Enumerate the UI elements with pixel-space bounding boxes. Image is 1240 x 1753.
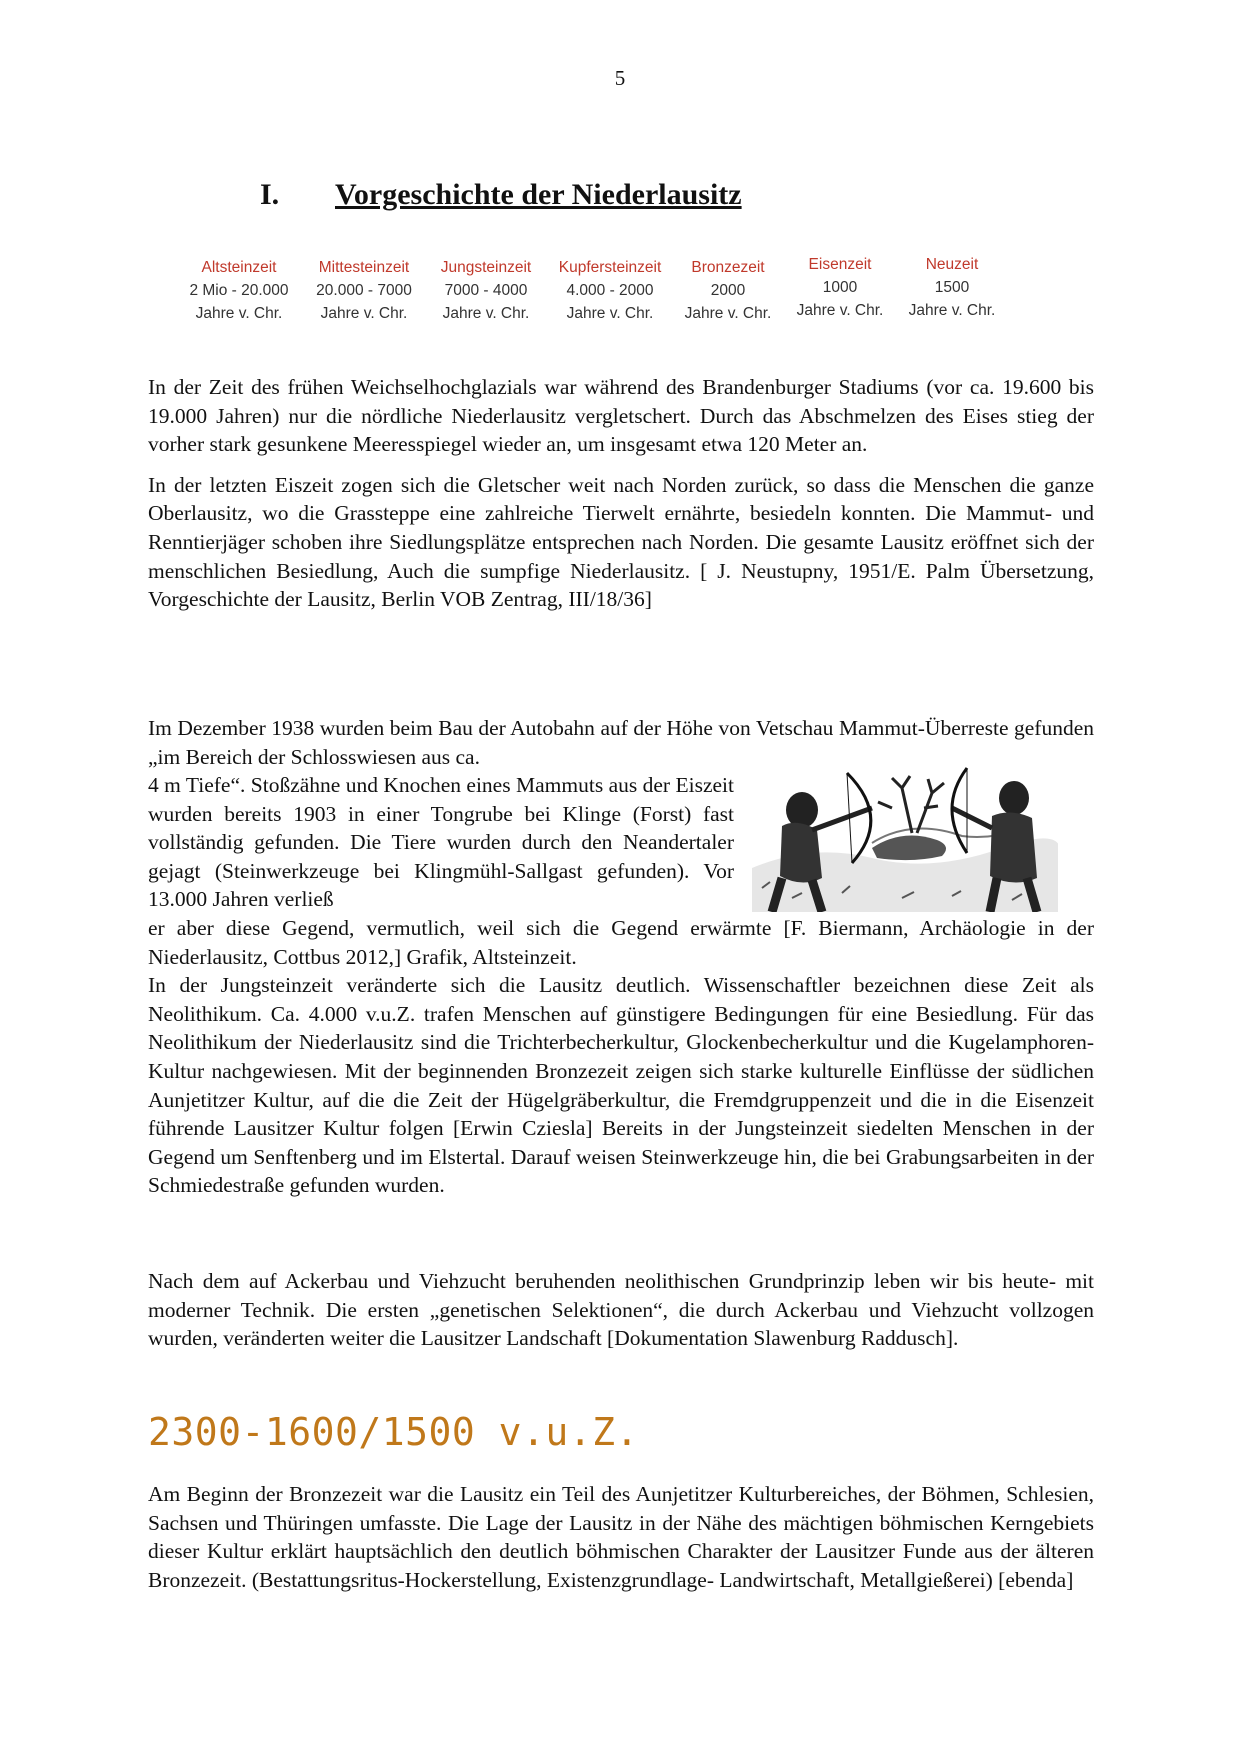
era-kupfersteinzeit <box>550 256 670 325</box>
stone-age-hunters-illustration <box>752 748 1058 912</box>
text-block-ice-age <box>148 373 1094 614</box>
text-block-mammoth-wrap <box>148 771 734 914</box>
page-number: 5 <box>614 66 626 90</box>
text-block-agriculture <box>148 1267 1094 1353</box>
era-unit: Jahre v. Chr. <box>796 302 884 319</box>
text-block-neolithic <box>148 914 1094 1200</box>
era-range: 2 Mio - 20.000 <box>189 282 289 299</box>
era-range: 2000 <box>710 282 746 299</box>
era-timeline <box>184 256 1014 328</box>
paragraph-glacial: In der Zeit des frühen Weichselhochglazials war während des Brandenburger Stadiums (vor ca. 19.600 bis 19.000 Jahren) nur die nördliche Niederlausitz vergletschert. Durch das Abschmelzen des Eises stieg der vorher stark gesunkene Meeresspiegel wieder an, um insgesamt etwa 120 Meter an. <box>148 375 1094 457</box>
section-date-heading: 2300-1600/1500 v.u.Z. <box>148 1410 639 1454</box>
era-unit: Jahre v. Chr. <box>195 305 283 322</box>
era-altsteinzeit <box>184 256 294 325</box>
era-name: Kupfersteinzeit <box>558 259 662 276</box>
era-eisenzeit <box>790 253 890 322</box>
era-name: Eisenzeit <box>808 256 872 273</box>
era-range: 4.000 - 2000 <box>566 282 654 299</box>
era-unit: Jahre v. Chr. <box>320 305 408 322</box>
paragraph-neolithic: In der Jungsteinzeit veränderte sich die Lausitz deutlich. Wissenschaftler bezeichnen diese Zeit als Neolithikum. Ca. 4.000 v.u.Z. trafen Menschen auf günstigere Bedingungen für eine Besiedlung. Für das Neolithikum der Niederlausitz sind die Trichterbecherkultur, Glockenbecherkultur und die Kugelamphoren-Kultur nachgewiesen. Mit der beginnenden Bronzezeit zeigen sich starke kulturelle Einflüsse der südlichen Aunjetitzer Kultur, auf die die Zeit der Hügelgräberkultur, die Fremdgruppenzeit und die in die Eisenzeit führende Lausitzer Kultur folgen [Erwin Cziesla] Bereits in der Jungsteinzeit siedelten Menschen in der Gegend um Senftenberg und im Elstertal. Darauf weisen Steinwerkzeuge hin, die bei Grabungsarbeiten in der Schmiedestraße gefunden wurden. <box>148 973 1094 1198</box>
text-block-bronze-age <box>148 1480 1094 1594</box>
era-jungsteinzeit <box>430 256 542 325</box>
era-unit: Jahre v. Chr. <box>908 302 996 319</box>
era-name: Altsteinzeit <box>201 259 277 276</box>
era-mittesteinzeit <box>308 256 420 325</box>
era-range: 20.000 - 7000 <box>316 282 412 299</box>
era-neuzeit <box>902 253 1002 322</box>
era-unit: Jahre v. Chr. <box>442 305 530 322</box>
paragraph-mammoth-rest: er aber diese Gegend, vermutlich, weil sich die Gegend erwärmte [F. Biermann, Archäologie in der Niederlausitz, Cottbus 2012,] Grafik, Altsteinzeit. <box>148 916 1094 969</box>
chapter-title: Vorgeschichte der Niederlausitz <box>335 178 742 211</box>
paragraph-agriculture: Nach dem auf Ackerbau und Viehzucht beruhenden neolithischen Grundprinzip leben wir bis heute- mit moderner Technik. Die ersten „genetischen Selektionen“, die durch Ackerbau und Viehzucht vollzogen wurden, veränderten weiter die Lausitzer Landschaft [Dokumentation Slawenburg Raddusch]. <box>148 1269 1094 1351</box>
era-name: Bronzezeit <box>691 259 765 276</box>
era-name: Neuzeit <box>925 256 979 273</box>
era-range: 7000 - 4000 <box>444 282 528 299</box>
era-bronzezeit <box>678 256 778 325</box>
chapter-heading <box>260 178 742 212</box>
paragraph-last-ice-age: In der letzten Eiszeit zogen sich die Gletscher weit nach Norden zurück, so dass die Menschen die ganze Oberlausitz, wo die Grassteppe eine zahlreiche Tierwelt ernährte, besiedeln konnten. Die Mammut- und Renntierjäger schoben ihre Siedlungsplätze entsprechen nach Norden. Die gesamte Lausitz eröffnet sich der menschlichen Besiedlung, Auch die sumpfige Niederlausitz. [ J. Neustupny, 1951/E. Palm Übersetzung, Vorgeschichte der Lausitz, Berlin VOB Zentrag, III/18/36] <box>148 472 1094 612</box>
paragraph-bronze-age: Am Beginn der Bronzezeit war die Lausitz ein Teil des Aunjetitzer Kulturbereiches, der Böhmen, Schlesien, Sachsen und Thüringen umfasste. Die Lage der Lausitz in der Nähe des mächtigen böhmischen Kerngebiets dieser Kultur erklärt hauptsächlich den deutlich böhmischen Charakter der Lausitzer Funde aus der älteren Bronzezeit. (Bestattungsritus-Hockerstellung, Existenzgrundlage- Landwirtschaft, Metallgießerei) [ebenda] <box>148 1482 1094 1592</box>
paragraph-mammoth-intro: Im Dezember 1938 wurden beim Bau der Autobahn auf der Höhe von Vetschau Mammut-Überreste gefunden „im Bereich der Schlosswiesen aus ca. <box>148 716 1094 769</box>
paragraph-mammoth-wrap: 4 m Tiefe“. Stoßzähne und Knochen eines Mammuts aus der Eiszeit wurden bereits 1903 in einer Tongrube bei Klinge (Forst) fast vollständig gefunden. Die Tiere wurden durch den Neandertaler gejagt (Steinwerkzeuge bei Klingmühl-Sallgast gefunden). Vor 13.000 Jahren verließ <box>148 773 734 912</box>
era-range: 1500 <box>934 279 970 296</box>
era-unit: Jahre v. Chr. <box>566 305 654 322</box>
era-range: 1000 <box>822 279 858 296</box>
chapter-number: I. <box>260 178 280 211</box>
era-unit: Jahre v. Chr. <box>684 305 772 322</box>
era-name: Jungsteinzeit <box>440 259 532 276</box>
era-name: Mittesteinzeit <box>318 259 410 276</box>
